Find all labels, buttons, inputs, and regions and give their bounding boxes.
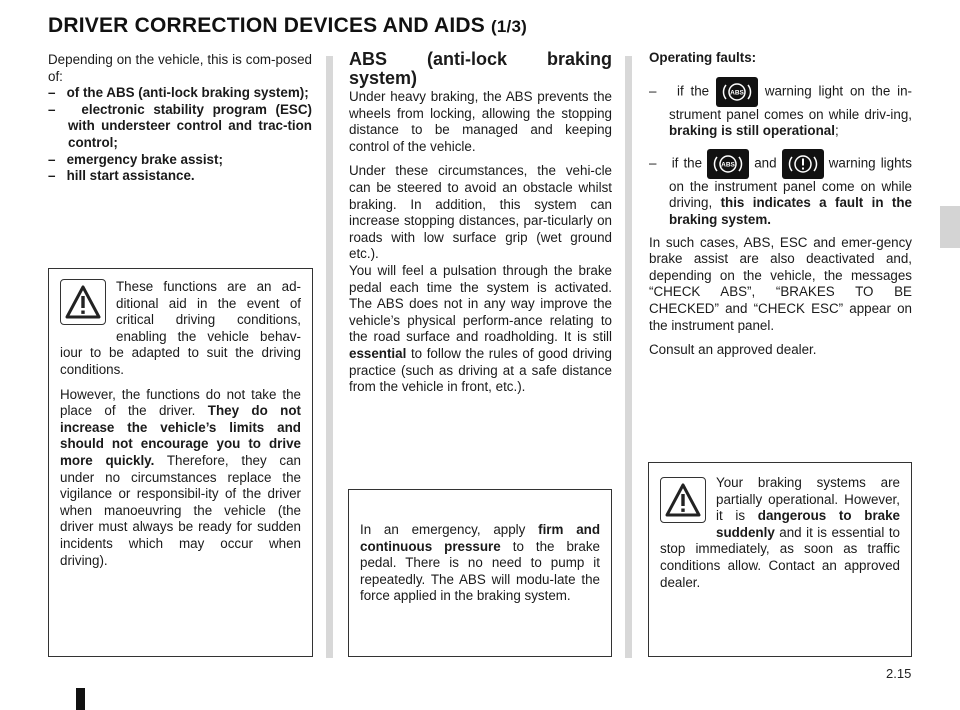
- warning-text: However, the functions do not take the place of the driver. They do not increase the vehicle’s limits and should not encourage you to drive more quickly. Therefore, they can under no circumstances replace the vigilance or responsibil-ity of the driver when manoeuvring the vehicle (the driver must always be ready for sudden incidents which may occur when driving).: [60, 386, 301, 568]
- warning-triangle-icon: [660, 477, 706, 523]
- page-title: DRIVER CORRECTION DEVICES AND AIDS (1/3): [48, 14, 527, 37]
- section-heading: ABS (anti-lock braking system): [349, 49, 612, 88]
- intro-section: [48, 52, 312, 185]
- paragraph: Consult an approved dealer.: [649, 342, 817, 358]
- abs-warning-icon: [707, 149, 749, 179]
- paragraph: In such cases, ABS, ESC and emer-gency brake assist are also deactivated and, depending on the vehicle, the messages “CHECK ABS”, “BRAKES TO BE CHECKED” and “CHECK ESC” appear on the instrument panel.: [649, 234, 912, 333]
- abs-section: [349, 50, 612, 404]
- abs-icon-label: ABS: [730, 89, 744, 97]
- paragraph: Under heavy braking, the ABS prevents the wheels from locking, allowing the stopping distance to be managed and keeping control of the vehicle.: [349, 89, 612, 154]
- note-text: In an emergency, apply firm and continuous pressure to the brake pedal. There is no need to pump it repeatedly. The ABS will modu-late the force applied in the braking system.: [360, 522, 600, 604]
- page-number: 2.15: [886, 666, 912, 681]
- crop-mark: [76, 688, 85, 710]
- column-divider: [326, 56, 333, 658]
- list-item: – hill start assistance.: [48, 168, 195, 184]
- warning-text: Your braking systems are partially operational. However, it is dangerous to brake suddenly and it is essential to stop immediately, as soon as traffic conditions allow. Contact an approved dealer.: [660, 475, 900, 590]
- list-item: – electronic stability program (ESC) with understeer control and trac-tion control;: [48, 101, 312, 150]
- page-title-suffix: (1/3): [491, 17, 527, 36]
- intro-lead: Depending on the vehicle, this is com-posed of:: [48, 52, 312, 84]
- warning-box: [48, 268, 313, 657]
- faults-section: [649, 50, 912, 367]
- chapter-tab: [940, 206, 960, 248]
- note-box: [348, 489, 612, 657]
- section-heading: Operating faults:: [649, 50, 757, 65]
- brake-warning-icon: [782, 149, 824, 179]
- list-item: – of the ABS (anti-lock braking system);: [48, 85, 309, 101]
- feature-list: [48, 85, 312, 185]
- paragraph: Under these circumstances, the vehi-cle can be steered to avoid an obstacle whilst braking. In addition, this system can increase stopping distances, par-ticularly on roads with low surface grip (wet ground etc.).: [349, 163, 612, 262]
- warning-box: [648, 462, 912, 657]
- paragraph: You will feel a pulsation through the brake pedal each time the system is activated. The ABS does not in any way improve the vehicle’s physical perform-ance relating to the road surface and roadholding. It is still essential to follow the rules of good driving practice (such as driving at a safe distance from the vehicle in front, etc.).: [349, 262, 612, 395]
- abs-warning-icon: [716, 77, 758, 107]
- column-divider: [625, 56, 632, 658]
- warning-text: These functions are an ad-ditional aid in the event of critical driving conditions, enabling the vehicle behav-iour to be adapted to suit the driving conditions.: [60, 279, 301, 377]
- abs-icon-label: ABS: [721, 161, 736, 169]
- list-item: – emergency brake assist;: [48, 151, 223, 167]
- list-item: – if the ABS and warning lights on the instrument panel come on while driving, this indicates a fault in the braking system.: [649, 149, 912, 229]
- list-item: – if the ABS warning light on the in-strument panel comes on while driv-ing, braking is still operational;: [649, 77, 912, 140]
- warning-triangle-icon: [60, 279, 106, 325]
